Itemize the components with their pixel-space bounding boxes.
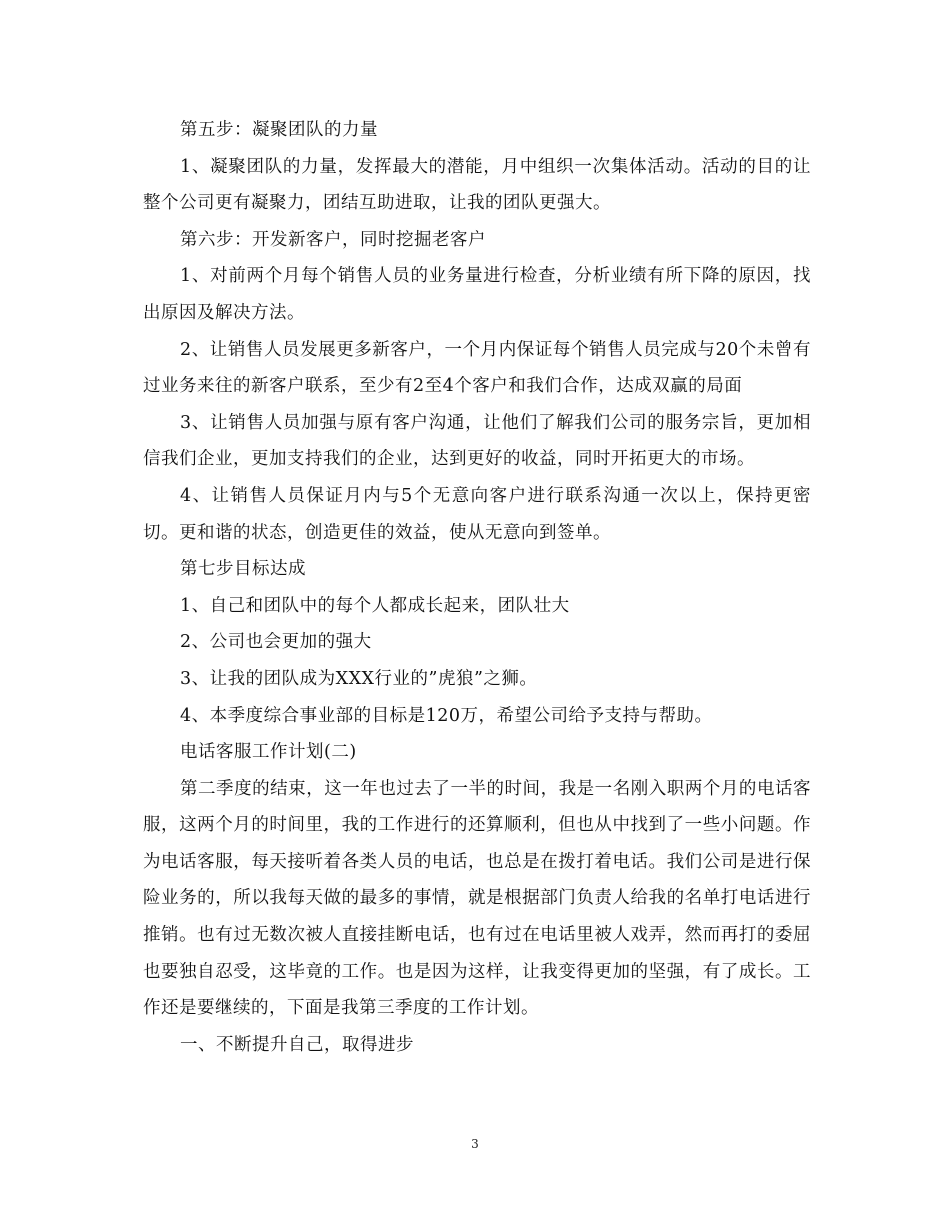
- heading-self-improvement: 一、不断提升自己，取得进步: [180, 1034, 414, 1055]
- page-number: 3: [471, 1137, 479, 1151]
- paragraph-new-clients: 2、让销售人员发展更多新客户，一个月内保证每个销售人员完成与20个未曾有过业务来往的新客户联系，至少有2至4个客户和我们合作，达成双赢的局面: [143, 339, 811, 397]
- list-item-industry-leader: 3、让我的团队成为XXX行业的”虎狼”之狮。: [180, 668, 538, 689]
- paragraph-prospect-contact: 4、让销售人员保证月内与5个无意向客户进行联系沟通一次以上，保持更密切。更和谐的状态，创造更佳的效益，使从无意向到签单。: [143, 485, 811, 543]
- list-item-quarter-target: 4、本季度综合事业部的目标是120万，希望公司给予支持与帮助。: [180, 705, 713, 726]
- paragraph-team-activity: 1、凝聚团队的力量，发挥最大的潜能，月中组织一次集体活动。活动的目的让整个公司更有凝聚力，团结互助进取，让我的团队更强大。: [143, 156, 811, 214]
- paragraph-client-communication: 3、让销售人员加强与原有客户沟通，让他们了解我们公司的服务宗旨，更加相信我们企业，更加支持我们的企业，达到更好的收益，同时开拓更大的市场。: [143, 412, 811, 470]
- paragraph-second-quarter-review: 第二季度的结束，这一年也过去了一半的时间，我是一名刚入职两个月的电话客服，这两个月的时间里，我的工作进行的还算顺利，但也从中找到了一些小问题。作为电话客服，每天接听着各类人员的电话，也总是在拨打着电话。我们公司是进行保险业务的，所以我每天做的最多的事情，就是根据部门负责人给我的名单打电话进行推销。也有过无数次被人直接挂断电话，也有过在电话里被人戏弄，然而再打的委屈也要独自忍受，这毕竟的工作。也是因为这样，让我变得更加的坚强，有了成长。工作还是要继续的，下面是我第三季度的工作计划。: [143, 778, 811, 1019]
- paragraph-performance-check: 1、对前两个月每个销售人员的业务量进行检查，分析业绩有所下降的原因，找出原因及解决方法。: [143, 266, 811, 323]
- section-title-call-center-plan: 电话客服工作计划(二): [180, 742, 357, 763]
- list-item-team-growth: 1、自己和团队中的每个人都成长起来，团队壮大: [180, 595, 570, 616]
- heading-step-six: 第六步：开发新客户，同时挖掘老客户: [180, 229, 486, 250]
- heading-step-five: 第五步：凝聚团队的力量: [180, 120, 378, 140]
- document-body: [143, 112, 811, 1063]
- heading-step-seven: 第七步目标达成: [180, 559, 306, 580]
- list-item-company-stronger: 2、公司也会更加的强大: [180, 632, 372, 653]
